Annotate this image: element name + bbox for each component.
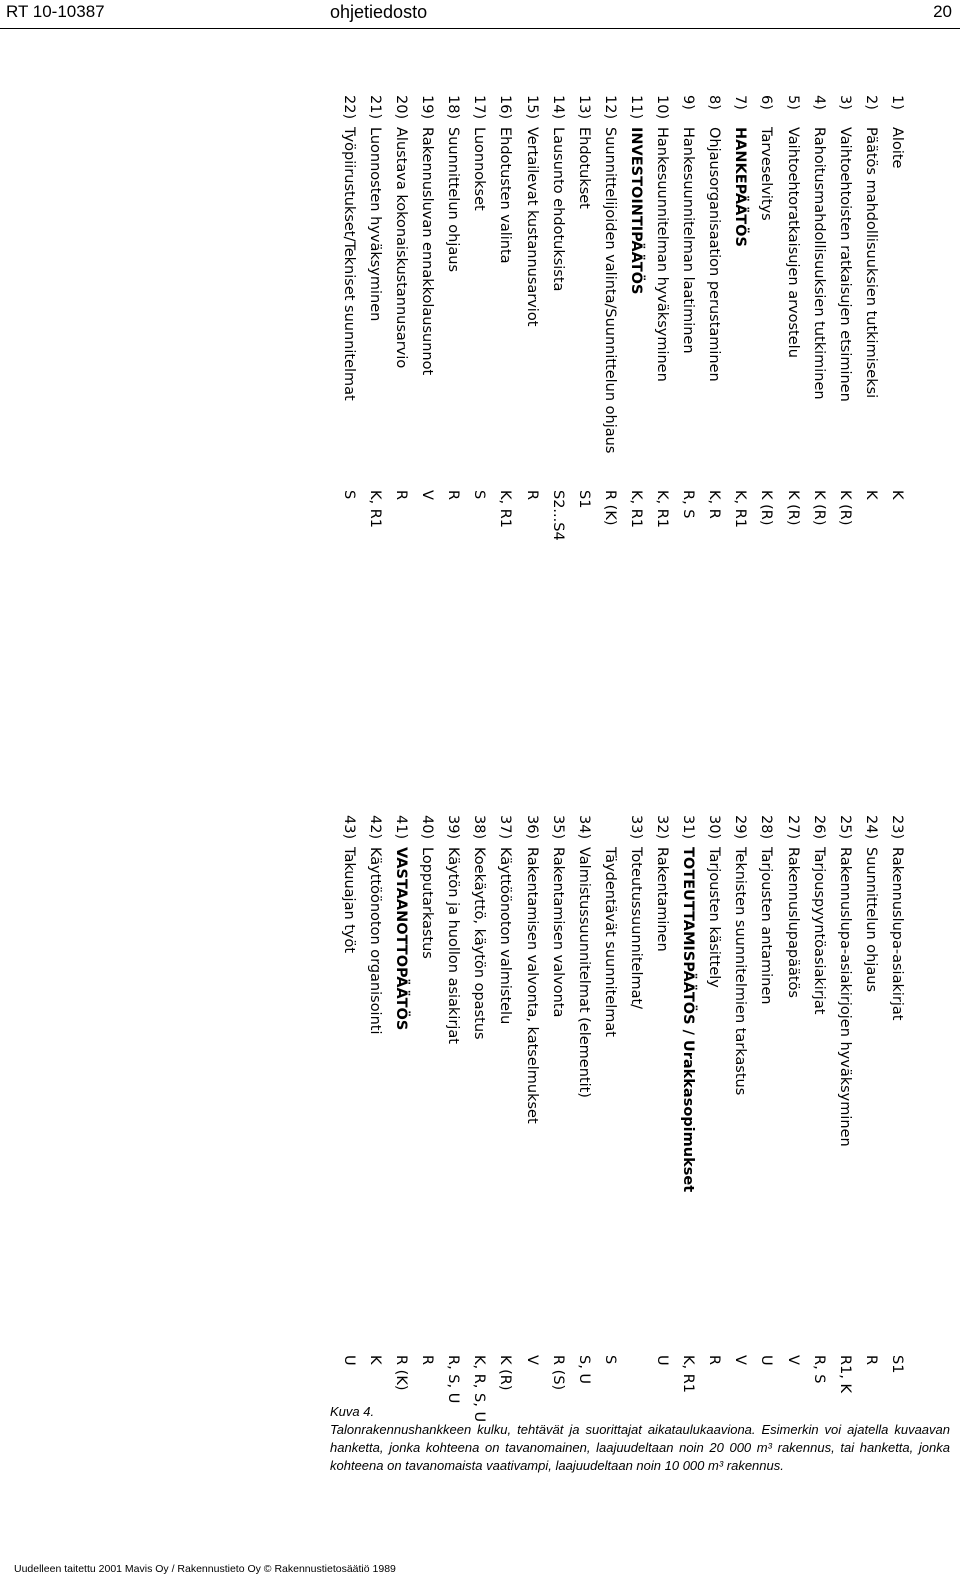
row-number: 35)	[549, 815, 566, 840]
row-number: 20)	[393, 95, 410, 120]
task-name: Koekäyttö, käytön opastus	[471, 847, 488, 1040]
task-name: Täydentävät suunnitelmat	[601, 847, 618, 1037]
row-number: 28)	[758, 815, 775, 840]
task-role: S2...S4	[549, 490, 566, 541]
row-number: 23)	[889, 815, 905, 840]
task-role: K, R1	[628, 490, 644, 529]
task-role: U	[340, 1355, 357, 1366]
row-number: 14)	[549, 95, 566, 120]
row-number: 22)	[340, 95, 357, 120]
task-name: Vaihtoehtoratkaisujen arvostelu	[784, 127, 801, 358]
task-name: Rakentamisen valvonta	[549, 847, 566, 1018]
task-role: R (S)	[549, 1355, 566, 1391]
task-name: Teknisten suunnitelmien tarkastus	[732, 847, 749, 1096]
task-role: K, R1	[732, 490, 749, 529]
task-role: S, U	[575, 1355, 592, 1385]
row-number: 33)	[628, 815, 644, 840]
task-role: U	[654, 1355, 671, 1366]
task-role: K	[862, 490, 879, 500]
task-role: S1	[575, 490, 592, 509]
row-number: 40)	[419, 815, 436, 840]
task-name: Käytön ja huollon asiakirjat	[445, 847, 462, 1044]
task-role: V	[523, 1355, 540, 1365]
task-role: R, S, U	[445, 1355, 462, 1404]
task-name: Takuuajan työt	[340, 847, 357, 954]
task-role: S1	[889, 1355, 905, 1374]
row-number: 7)	[732, 95, 749, 110]
task-role: K (R)	[758, 490, 775, 526]
task-role: K, R	[706, 490, 723, 519]
task-role: R, S	[680, 490, 697, 519]
task-name: Rakennuslupa-asiakirjojen hyväksyminen	[836, 847, 853, 1147]
task-role: R	[419, 1355, 436, 1366]
task-role: K	[889, 490, 905, 500]
task-role: R	[393, 490, 410, 501]
row-number: 3)	[836, 95, 853, 110]
task-name: INVESTOINTIPÄÄTÖS	[628, 127, 644, 295]
row-number: 12)	[601, 95, 618, 120]
task-role: V	[419, 490, 436, 500]
row-number: 39)	[445, 815, 462, 840]
task-name: Rahoitusmahdollisuuksien tutkiminen	[810, 127, 827, 400]
task-name: HANKEPÄÄTÖS	[732, 127, 749, 247]
row-number: 37)	[497, 815, 514, 840]
task-role: K (R)	[497, 1355, 514, 1391]
row-number: 34)	[575, 815, 592, 840]
task-name: Päätös mahdollisuuksien tutkimiseksi	[862, 127, 879, 399]
task-role: R	[706, 1355, 723, 1366]
task-name: Ohjausorganisaation perustaminen	[706, 127, 723, 382]
row-number: 17)	[471, 95, 488, 120]
task-role: R	[862, 1355, 879, 1366]
row-number: 38)	[471, 815, 488, 840]
task-name: Rakennuslupa-asiakirjat	[889, 847, 905, 1021]
row-number: 18)	[445, 95, 462, 120]
row-number: 30)	[706, 815, 723, 840]
task-name: Tarjousten antaminen	[758, 847, 775, 1005]
task-name: Luonnosten hyväksyminen	[367, 127, 383, 322]
task-role: R, S	[810, 1355, 827, 1384]
task-name: Vaihtoehtoisten ratkaisujen etsiminen	[836, 127, 853, 402]
task-name: Rakennusluvan ennakkolausunnot	[419, 127, 436, 376]
row-number: 13)	[575, 95, 592, 120]
task-role: K (R)	[836, 490, 853, 526]
row-number: 29)	[732, 815, 749, 840]
task-name: Ehdotukset	[575, 127, 592, 209]
page-footer: Uudelleen taitettu 2001 Mavis Oy / Rakennustieto Oy © Rakennustietosäätiö 1989	[14, 1563, 396, 1575]
task-name: Valmistussuunnitelmat (elementit)	[575, 847, 592, 1098]
row-number: 32)	[654, 815, 671, 840]
row-number: 5)	[784, 95, 801, 110]
row-number: 24)	[862, 815, 879, 840]
row-number: 41)	[393, 815, 410, 840]
row-number: 9)	[680, 95, 697, 110]
figure-caption	[330, 1403, 950, 1475]
document-id: RT 10-10387	[6, 2, 105, 21]
task-role: R	[445, 490, 462, 501]
task-name: Tarjousten käsittely	[706, 847, 723, 988]
row-number: 4)	[810, 95, 827, 110]
row-number: 8)	[706, 95, 723, 110]
task-name: Aloite	[889, 127, 905, 169]
task-role: K (R)	[810, 490, 827, 526]
task-name: Ehdotusten valinta	[497, 127, 514, 264]
task-name: Lopputarkastus	[419, 847, 436, 959]
task-role: K, R1	[367, 490, 383, 529]
task-name: Käyttöönoton valmistelu	[497, 847, 514, 1025]
task-name: Hankesuunnitelman hyväksyminen	[654, 127, 671, 382]
row-number: 21)	[367, 95, 383, 120]
row-number: 2)	[862, 95, 879, 110]
row-number: 11)	[628, 95, 644, 120]
task-role: R1, K	[836, 1355, 853, 1394]
task-name: Suunnittelun ohjaus	[445, 127, 462, 273]
task-name: Hankesuunnitelman laatiminen	[680, 127, 697, 354]
task-name: Suunnittelun ohjaus	[862, 847, 879, 993]
task-role: K, R1	[497, 490, 514, 529]
task-role: V	[784, 1355, 801, 1365]
task-role: S	[601, 1355, 618, 1365]
task-role: V	[732, 1355, 749, 1365]
page-header	[0, 0, 960, 29]
row-number: 10)	[654, 95, 671, 120]
task-name: Tarveselvitys	[758, 127, 775, 221]
document-type: ohjetiedosto	[330, 2, 428, 22]
task-role: S	[340, 490, 357, 500]
task-role: R	[523, 490, 540, 501]
row-number: 25)	[836, 815, 853, 840]
task-name: Lausunto ehdotuksista	[549, 127, 566, 292]
row-number: 6)	[758, 95, 775, 110]
task-name: TOTEUTTAMISPÄÄTÖS / Urakkasopimukset	[680, 847, 697, 1193]
caption-text: Talonrakennushankkeen kulku, tehtävät ja suorittajat aikataulukaaviona. Esimerkin voi ajatella kuvaavan hanketta, jonka kohteena on tavanomainen, laajuudeltaan noin 20 000 m³ rakennus, tai hanketta, jonka kohteena on tavanomaista vaativampi, laajuudeltaan noin 10 000 m³ rakennus.	[330, 1422, 950, 1473]
task-name: Luonnokset	[471, 127, 488, 211]
row-number: 19)	[419, 95, 436, 120]
task-role: S	[471, 490, 488, 500]
task-role: R (K)	[601, 490, 618, 526]
task-role: K, R1	[654, 490, 671, 529]
caption-title: Kuva 4.	[330, 1404, 375, 1419]
task-name: Käyttöönoton organisointi	[367, 847, 383, 1035]
row-number: 15)	[523, 95, 540, 120]
row-number: 43)	[340, 815, 357, 840]
task-role: K, R, S, U	[471, 1355, 488, 1423]
task-name: VASTAANOTTOPÄÄTÖS	[393, 847, 410, 1031]
task-name: Alustava kokonaiskustannusarvio	[393, 127, 410, 369]
row-number: 36)	[523, 815, 540, 840]
task-name: Rakentaminen	[654, 847, 671, 952]
row-number: 42)	[367, 815, 383, 840]
task-role: U	[758, 1355, 775, 1366]
row-number: 27)	[784, 815, 801, 840]
task-name: Vertailevat kustannusarviot	[523, 127, 540, 327]
task-role: K, R1	[680, 1355, 697, 1394]
row-number: 26)	[810, 815, 827, 840]
row-number: 31)	[680, 815, 697, 840]
task-name: Työpiirustukset/Tekniset suunnitelmat	[340, 127, 357, 401]
task-role: K	[367, 1355, 383, 1365]
row-number: 16)	[497, 95, 514, 120]
task-name: Tarjouspyyntöasiakirjat	[810, 847, 827, 1015]
task-name: Suunnittelijoiden valinta/Suunnittelun ohjaus	[601, 127, 618, 454]
task-name: Rakentamisen valvonta, katselmukset	[523, 847, 540, 1124]
task-role: K (R)	[784, 490, 801, 526]
task-name: Toteutussuunnitelmat/	[628, 847, 644, 1010]
row-number: 1)	[889, 95, 905, 110]
task-name: Rakennuslupapäätös	[784, 847, 801, 998]
page-number: 20	[933, 2, 952, 21]
task-role: R (K)	[393, 1355, 410, 1391]
